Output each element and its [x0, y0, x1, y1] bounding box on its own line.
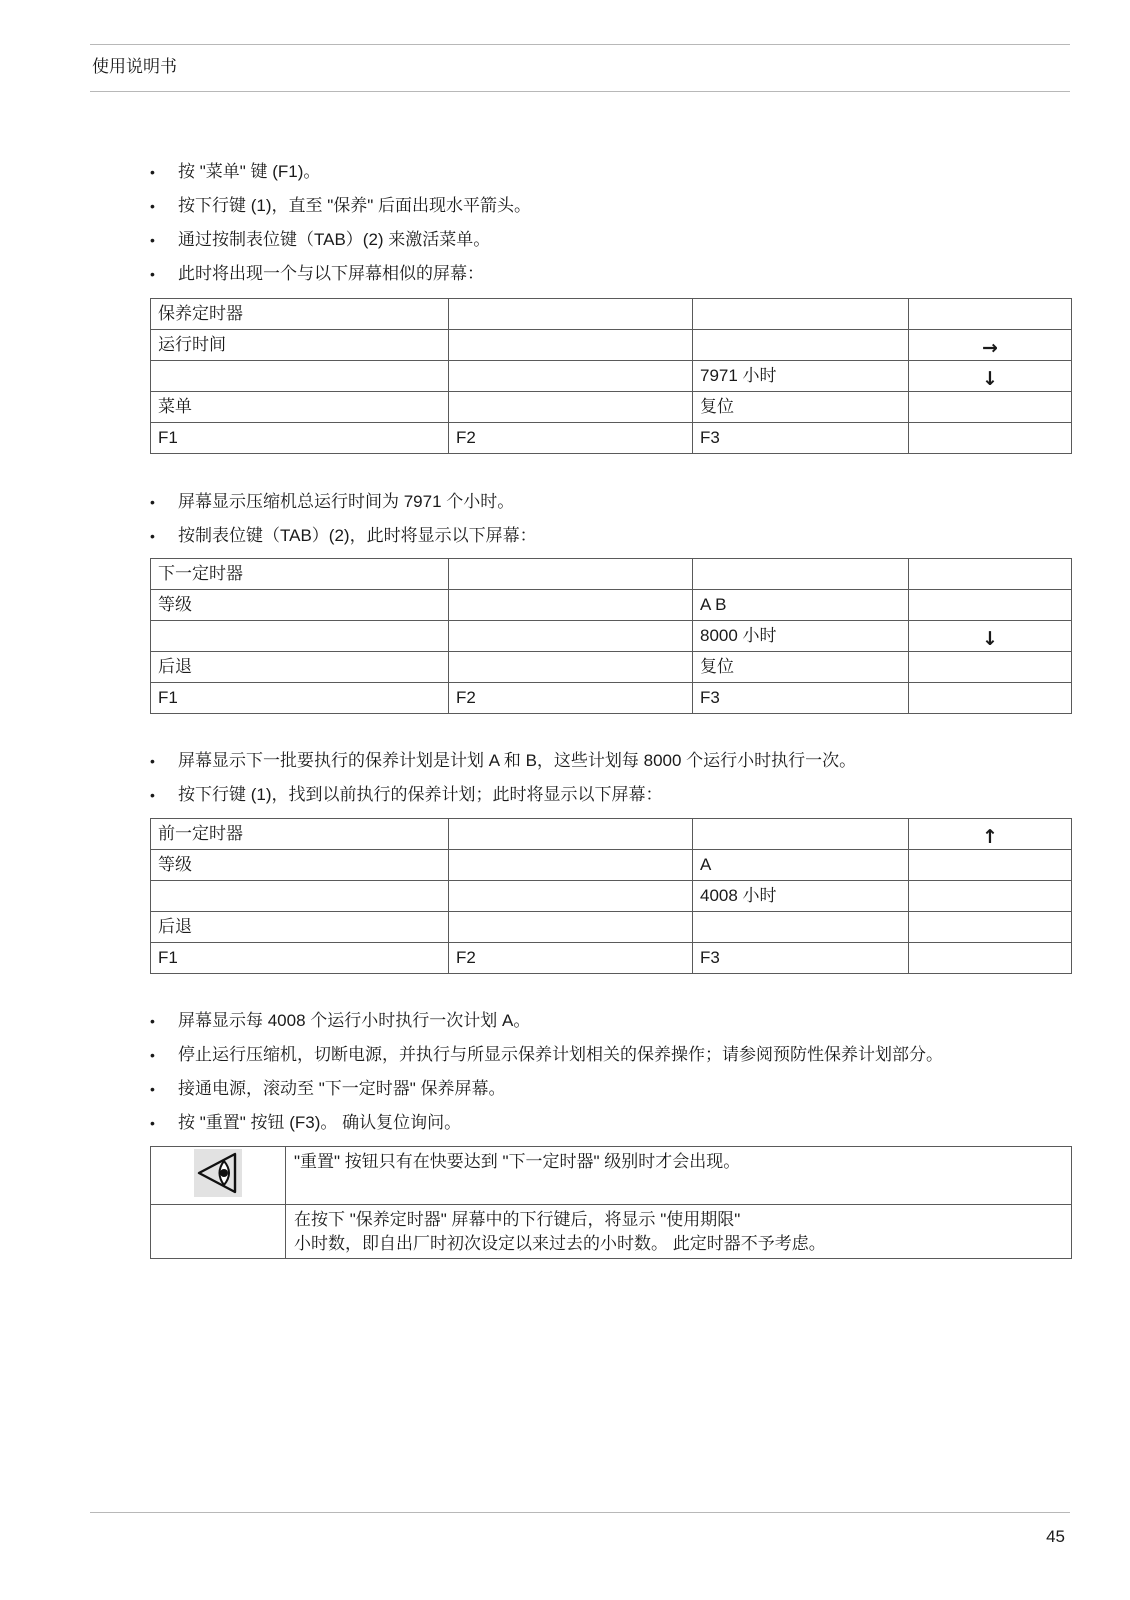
table-cell — [449, 819, 693, 850]
table-cell — [909, 943, 1072, 974]
table-row — [151, 850, 1072, 881]
step-item: • 接通电源，滚动至 "下一定时器" 保养屏幕。 — [150, 1072, 943, 1106]
table-cell — [909, 912, 1072, 943]
table-row — [151, 361, 1072, 392]
table-cell: 菜单 — [151, 392, 449, 423]
table-cell: 复位 — [693, 652, 909, 683]
table-cell — [151, 881, 449, 912]
step-item: • 按下行键 (1)，直至 "保养" 后面出现水平箭头。 — [150, 189, 531, 223]
table-cell: 运行时间 — [151, 330, 449, 361]
table-row — [151, 330, 1072, 361]
step-item: • 通过按制表位键（TAB）(2) 来激活菜单。 — [150, 223, 531, 257]
table-cell: 后退 — [151, 912, 449, 943]
table-cell — [693, 299, 909, 330]
table-row — [151, 590, 1072, 621]
note-text: 在按下 "保养定时器" 屏幕中的下行键后，将显示 "使用期限" — [294, 1210, 741, 1229]
step-item: • 屏幕显示下一批要执行的保养计划是计划 A 和 B，这些计划每 8000 个运行小时执行一次。 — [150, 744, 856, 778]
note-row — [151, 1205, 1072, 1259]
down-arrow-icon: ↓ — [982, 627, 998, 650]
table-cell: F1 — [151, 683, 449, 714]
table-cell — [449, 559, 693, 590]
table-cell: 等级 — [151, 590, 449, 621]
step-item: • 按制表位键（TAB）(2)，此时将显示以下屏幕： — [150, 519, 537, 553]
step-item: • 屏幕显示每 4008 个运行小时执行一次计划 A。 — [150, 1004, 943, 1038]
table-cell — [151, 621, 449, 652]
step-item: • 停止运行压缩机，切断电源，并执行与所显示保养计划相关的保养操作；请参阅预防性保养计划部分。 — [150, 1038, 943, 1072]
table-cell: F1 — [151, 423, 449, 454]
table-cell — [693, 912, 909, 943]
table-cell: 下一定时器 — [151, 559, 449, 590]
table-cell — [909, 361, 1072, 392]
table-cell — [693, 819, 909, 850]
header-top-rule — [90, 44, 1070, 45]
table-row — [151, 299, 1072, 330]
table-cell: 7971 小时 — [693, 361, 909, 392]
maintenance-timer-screen-table — [150, 298, 1072, 454]
table-cell — [449, 330, 693, 361]
table-cell — [909, 683, 1072, 714]
table-cell — [909, 652, 1072, 683]
step-item: • 此时将出现一个与以下屏幕相似的屏幕： — [150, 257, 531, 291]
table-cell: F2 — [449, 943, 693, 974]
table-cell — [449, 881, 693, 912]
step-item: • 按下行键 (1)，找到以前执行的保养计划；此时将显示以下屏幕： — [150, 778, 856, 812]
table-cell — [909, 881, 1072, 912]
table-cell: F2 — [449, 683, 693, 714]
table-row — [151, 881, 1072, 912]
table-row — [151, 819, 1072, 850]
table-cell: 后退 — [151, 652, 449, 683]
document-title: 使用说明书 — [92, 57, 177, 76]
table-cell — [909, 621, 1072, 652]
table-cell — [449, 361, 693, 392]
right-arrow-icon: → — [982, 336, 998, 359]
step-item: • 按 "重置" 按钮 (F3)。 确认复位询问。 — [150, 1106, 943, 1140]
table-cell: F2 — [449, 423, 693, 454]
step-item: • 按 "菜单" 键 (F1)。 — [150, 155, 531, 189]
next-timer-steps-list — [150, 744, 856, 812]
page-number: 45 — [1046, 1527, 1065, 1546]
table-cell — [909, 299, 1072, 330]
table-cell — [449, 392, 693, 423]
table-cell — [909, 819, 1072, 850]
table-cell — [909, 850, 1072, 881]
previous-timer-screen-table — [150, 818, 1072, 974]
table-cell — [449, 912, 693, 943]
table-cell: 4008 小时 — [693, 881, 909, 912]
table-cell: A — [693, 850, 909, 881]
step-item: • 屏幕显示压缩机总运行时间为 7971 个小时。 — [150, 485, 537, 519]
table-cell — [151, 361, 449, 392]
table-row — [151, 559, 1072, 590]
table-cell — [909, 423, 1072, 454]
eye-attention-icon — [194, 1149, 242, 1197]
table-cell: F3 — [693, 683, 909, 714]
table-cell: 8000 小时 — [693, 621, 909, 652]
note-table — [150, 1146, 1072, 1259]
table-row — [151, 943, 1072, 974]
table-cell — [449, 850, 693, 881]
table-cell — [449, 590, 693, 621]
table-row — [151, 621, 1072, 652]
table-cell: F1 — [151, 943, 449, 974]
table-row — [151, 683, 1072, 714]
table-cell: A B — [693, 590, 909, 621]
table-cell — [909, 392, 1072, 423]
table-cell — [909, 330, 1072, 361]
table-cell: 前一定时器 — [151, 819, 449, 850]
table-cell: 等级 — [151, 850, 449, 881]
timer-result-steps-list — [150, 485, 537, 553]
table-cell: 保养定时器 — [151, 299, 449, 330]
table-cell — [449, 299, 693, 330]
next-timer-screen-table — [150, 558, 1072, 714]
up-arrow-icon: ↑ — [982, 825, 998, 848]
note-icon-cell — [151, 1147, 286, 1205]
table-cell — [909, 559, 1072, 590]
table-cell: F3 — [693, 943, 909, 974]
table-row — [151, 652, 1072, 683]
table-cell — [693, 330, 909, 361]
note-text: 小时数，即自出厂时初次设定以来过去的小时数。 此定时器不予考虑。 — [294, 1234, 826, 1253]
table-cell — [909, 590, 1072, 621]
table-row — [151, 912, 1072, 943]
table-cell — [449, 621, 693, 652]
table-cell — [693, 559, 909, 590]
header-bottom-rule — [90, 91, 1070, 92]
note-row — [151, 1147, 1072, 1205]
table-cell — [449, 652, 693, 683]
note-text: "重置" 按钮只有在快要达到 "下一定时器" 级别时才会出现。 — [294, 1152, 741, 1171]
table-cell: F3 — [693, 423, 909, 454]
note-text-cell — [286, 1205, 1072, 1259]
footer-rule — [90, 1512, 1070, 1513]
note-text-cell — [286, 1147, 1072, 1205]
down-arrow-icon: ↓ — [982, 367, 998, 390]
table-row — [151, 423, 1072, 454]
note-empty-cell — [151, 1205, 286, 1259]
table-cell: 复位 — [693, 392, 909, 423]
reset-steps-list — [150, 1004, 943, 1140]
intro-steps-list — [150, 155, 531, 291]
table-row — [151, 392, 1072, 423]
